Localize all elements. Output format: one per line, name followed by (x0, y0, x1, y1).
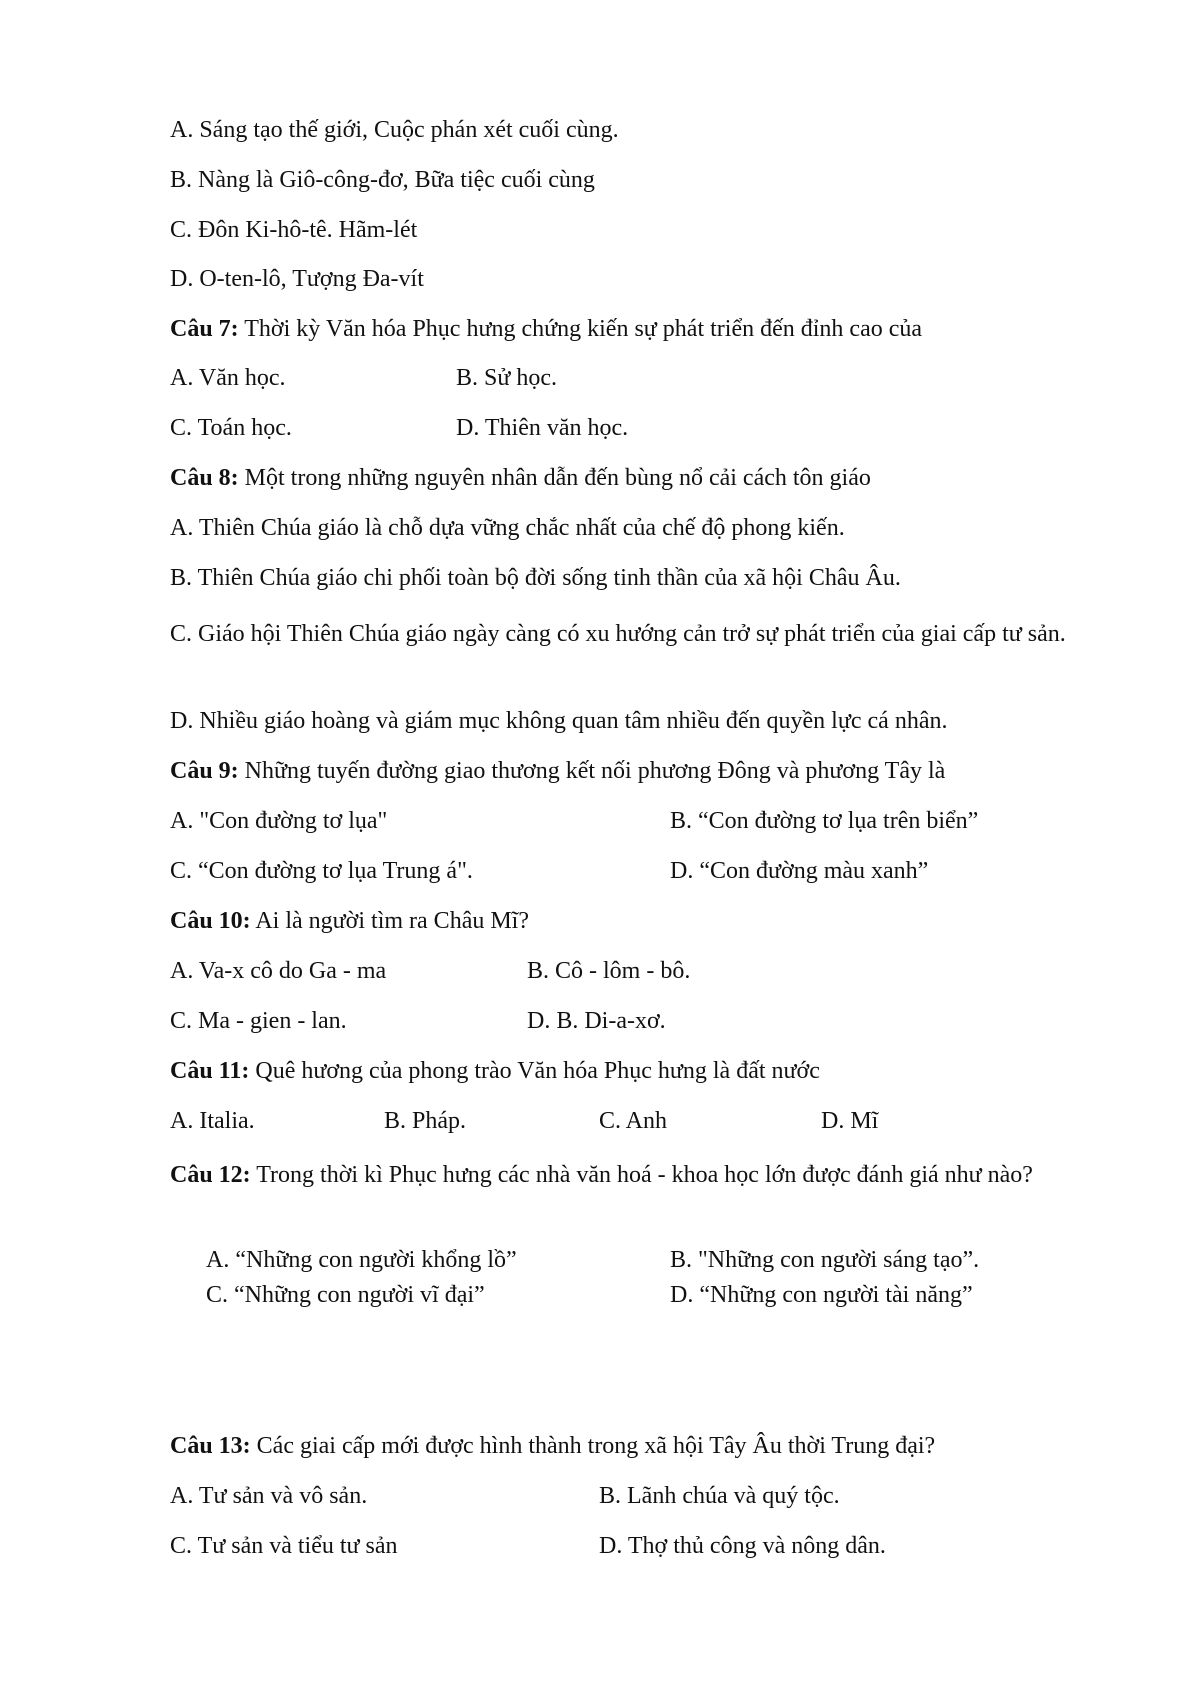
q9-option-a: A. "Con đường tơ lụa" (170, 808, 388, 834)
question-8-label: Câu 8: (170, 465, 239, 491)
q8-option-b: B. Thiên Chúa giáo chi phối toàn bộ đời sống tinh thần của xã hội Châu Âu. (170, 565, 901, 591)
q10-option-b: B. Cô - lôm - bô. (527, 958, 691, 984)
q7-option-a: A. Văn học. (170, 365, 286, 391)
q8-option-c: C. Giáo hội Thiên Chúa giáo ngày càng có xu hướng cản trở sự phát triển của giai cấp tư sản. (170, 621, 1066, 647)
question-9-text: Những tuyến đường giao thương kết nối phương Đông và phương Tây là (238, 758, 946, 784)
q12-option-b: B. "Những con người sáng tạo”. (670, 1247, 980, 1273)
q13-option-c: C. Tư sản và tiểu tư sản (170, 1533, 398, 1559)
q10-option-a: A. Va-x cô do Ga - ma (170, 958, 387, 984)
question-12-text: Trong thời kì Phục hưng các nhà văn hoá - khoa học lớn được đánh giá như nào? (250, 1162, 1033, 1188)
question-9-label: Câu 9: (170, 758, 239, 784)
q12-option-a: A. “Những con người khổng lồ” (206, 1247, 517, 1273)
q9-option-c: C. “Con đường tơ lụa Trung á". (170, 858, 473, 884)
question-10-label: Câu 10: (170, 908, 251, 934)
question-12 (170, 1157, 1075, 1193)
question-13-label: Câu 13: (170, 1433, 251, 1459)
question-11 (170, 1057, 820, 1085)
q11-option-d: D. Mĩ (821, 1108, 879, 1134)
q6-option-a: A. Sáng tạo thế giới, Cuộc phán xét cuối cùng. (170, 117, 619, 143)
question-10 (170, 907, 529, 935)
question-7-label: Câu 7: (170, 316, 239, 342)
q8-option-d: D. Nhiều giáo hoàng và giám mục không quan tâm nhiều đến quyền lực cá nhân. (170, 708, 948, 734)
q11-option-a: A. Italia. (170, 1108, 255, 1134)
q6-option-d: D. O-ten-lô, Tượng Đa-vít (170, 266, 424, 292)
q7-option-b: B. Sử học. (456, 365, 558, 391)
q11-option-c: C. Anh (599, 1108, 668, 1134)
q11-option-b: B. Pháp. (384, 1108, 467, 1134)
q6-option-b: B. Nàng là Giô-công-đơ, Bữa tiệc cuối cùng (170, 167, 595, 193)
q6-option-c: C. Đôn Ki-hô-tê. Hãm-lét (170, 217, 418, 243)
q8-option-a: A. Thiên Chúa giáo là chỗ dựa vững chắc nhất của chế độ phong kiến. (170, 515, 845, 541)
question-13 (170, 1432, 935, 1460)
question-13-text: Các giai cấp mới được hình thành trong xã hội Tây Âu thời Trung đại? (250, 1433, 936, 1459)
q10-option-c: C. Ma - gien - lan. (170, 1008, 347, 1034)
q9-option-b: B. “Con đường tơ lụa trên biển” (670, 808, 979, 834)
question-12-label: Câu 12: (170, 1162, 251, 1188)
q13-option-a: A. Tư sản và vô sản. (170, 1483, 368, 1509)
q13-option-b: B. Lãnh chúa và quý tộc. (599, 1483, 840, 1509)
q13-option-d: D. Thợ thủ công và nông dân. (599, 1533, 886, 1559)
question-10-text: Ai là người tìm ra Châu Mĩ? (250, 908, 530, 934)
q10-option-d: D. B. Di-a-xơ. (527, 1008, 666, 1034)
question-11-label: Câu 11: (170, 1058, 250, 1084)
question-11-text: Quê hương của phong trào Văn hóa Phục hưng là đất nước (249, 1058, 820, 1084)
q7-option-d: D. Thiên văn học. (456, 415, 629, 441)
question-7-text: Thời kỳ Văn hóa Phục hưng chứng kiến sự phát triển đến đỉnh cao của (238, 316, 923, 342)
q12-option-d: D. “Những con người tài năng” (670, 1282, 973, 1308)
question-8-text: Một trong những nguyên nhân dẫn đến bùng nổ cải cách tôn giáo (238, 465, 871, 491)
question-7 (170, 315, 922, 343)
q9-option-d: D. “Con đường màu xanh” (670, 858, 929, 884)
question-8 (170, 464, 871, 492)
q12-option-c: C. “Những con người vĩ đại” (206, 1282, 485, 1308)
q7-option-c: C. Toán học. (170, 415, 292, 441)
question-9 (170, 757, 945, 785)
